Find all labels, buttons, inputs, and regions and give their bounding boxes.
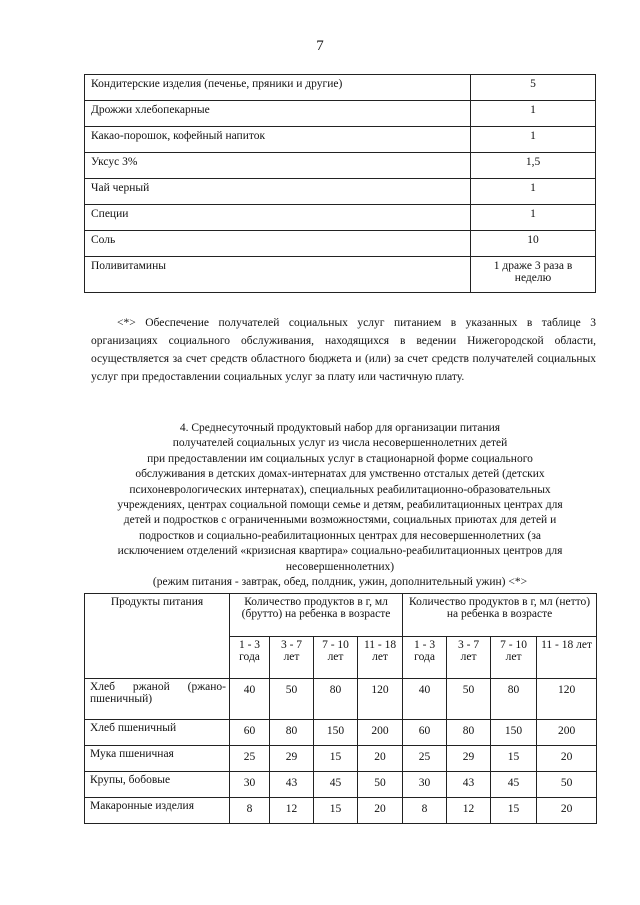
- brutto-value: 15: [314, 746, 358, 772]
- page-number: 7: [316, 38, 324, 54]
- table-row: [85, 101, 596, 127]
- brutto-value: 8: [230, 798, 270, 824]
- table-row: [85, 231, 596, 257]
- netto-value: 80: [447, 720, 491, 746]
- age-header: 11 - 18 лет: [358, 637, 403, 679]
- product-name: Соль: [85, 231, 471, 257]
- table-row: [85, 179, 596, 205]
- netto-value: 50: [537, 772, 597, 798]
- product-name: Поливитамины: [85, 257, 471, 293]
- brutto-value: 200: [358, 720, 403, 746]
- product-name: Хлеб ржаной (ржано-пшеничный): [85, 679, 230, 720]
- netto-value: 12: [447, 798, 491, 824]
- brutto-value: 20: [358, 798, 403, 824]
- table-header-row: [85, 594, 597, 637]
- netto-value: 15: [491, 746, 537, 772]
- product-name: Мука пшеничная: [85, 746, 230, 772]
- age-header: 7 - 10 лет: [314, 637, 358, 679]
- brutto-value: 40: [230, 679, 270, 720]
- children-food-set-table: [84, 593, 597, 824]
- brutto-value: 80: [270, 720, 314, 746]
- product-quantity: 1: [471, 205, 596, 231]
- heading-line: обслуживания в детских домах-интернатах для умственно отсталых детей (детских: [135, 468, 545, 481]
- brutto-value: 60: [230, 720, 270, 746]
- table-row: [85, 772, 597, 798]
- brutto-value: 120: [358, 679, 403, 720]
- netto-value: 8: [403, 798, 447, 824]
- netto-value: 40: [403, 679, 447, 720]
- brutto-value: 43: [270, 772, 314, 798]
- heading-line: учреждениях, центрах социальной помощи семье и детям, реабилитационных центрах для: [117, 499, 563, 512]
- product-quantity: 1: [471, 127, 596, 153]
- table-row: [85, 746, 597, 772]
- brutto-value: 45: [314, 772, 358, 798]
- heading-line: детей и подростков с ограниченными возможностями, социальных приютах для детей и: [123, 514, 557, 527]
- product-name: Чай черный: [85, 179, 471, 205]
- age-header: 1 - 3 года: [403, 637, 447, 679]
- age-header: 1 - 3 года: [230, 637, 270, 679]
- food-norms-table-continued: [84, 74, 596, 293]
- product-quantity: 1: [471, 179, 596, 205]
- netto-value: 50: [447, 679, 491, 720]
- netto-value: 43: [447, 772, 491, 798]
- netto-value: 60: [403, 720, 447, 746]
- product-quantity: 10: [471, 231, 596, 257]
- heading-line: получателей социальных услуг из числа несовершеннолетних детей: [172, 437, 508, 450]
- section-4-heading: [84, 421, 596, 590]
- product-quantity: 1 драже 3 раза в неделю: [471, 257, 596, 293]
- heading-line: при предоставлении им социальных услуг в стационарной форме социального: [147, 452, 533, 465]
- header-products: Продукты питания: [85, 594, 230, 679]
- netto-value: 150: [491, 720, 537, 746]
- footnote: <*> Обеспечение получателей социальных услуг питанием в указанных в таблице 3 организациях социального обслуживания, находящихся в ведении Нижегородской области, осуществляется за счет средств областного бюджета и (или) за счет средств получателей социальных услуг при предоставлении социальных услуг за плату или частичную плату.: [91, 317, 596, 383]
- product-name: Какао-порошок, кофейный напиток: [85, 127, 471, 153]
- header-netto: Количество продуктов в г, мл (нетто) на ребенка в возрасте: [403, 594, 597, 637]
- brutto-value: 50: [270, 679, 314, 720]
- netto-value: 20: [537, 798, 597, 824]
- brutto-value: 80: [314, 679, 358, 720]
- brutto-value: 20: [358, 746, 403, 772]
- product-name: Дрожжи хлебопекарные: [85, 101, 471, 127]
- product-name: Специи: [85, 205, 471, 231]
- product-name: Хлеб пшеничный: [85, 720, 230, 746]
- brutto-value: 15: [314, 798, 358, 824]
- netto-value: 29: [447, 746, 491, 772]
- heading-line: несовершеннолетних): [285, 560, 395, 573]
- heading-line: (режим питания - завтрак, обед, полдник, ужин, дополнительный ужин) <*>: [152, 576, 528, 589]
- table-row: [85, 798, 597, 824]
- product-name: Крупы, бобовые: [85, 772, 230, 798]
- table-row: [85, 153, 596, 179]
- heading-line: подростков и социально-реабилитационных центрах для несовершеннолетних (за: [138, 529, 542, 542]
- netto-value: 30: [403, 772, 447, 798]
- table-row: [85, 720, 597, 746]
- product-name: Уксус 3%: [85, 153, 471, 179]
- product-quantity: 1: [471, 101, 596, 127]
- heading-line: исключением отделений «кризисная квартира» социально-реабилитационных центров для: [117, 545, 563, 558]
- age-header: 11 - 18 лет: [537, 637, 597, 679]
- product-name: Макаронные изделия: [85, 798, 230, 824]
- netto-value: 20: [537, 746, 597, 772]
- age-header: 3 - 7 лет: [270, 637, 314, 679]
- age-header: 7 - 10 лет: [491, 637, 537, 679]
- table-row: [85, 257, 596, 293]
- brutto-value: 29: [270, 746, 314, 772]
- table-row: [85, 127, 596, 153]
- table-row: [85, 75, 596, 101]
- heading-line: психоневрологических интернатах), специальных реабилитационно-образовательных: [129, 483, 551, 496]
- netto-value: 15: [491, 798, 537, 824]
- netto-value: 120: [537, 679, 597, 720]
- header-brutto: Количество продуктов в г, мл (брутто) на ребенка в возрасте: [230, 594, 403, 637]
- product-quantity: 5: [471, 75, 596, 101]
- netto-value: 45: [491, 772, 537, 798]
- heading-line: 4. Среднесуточный продуктовый набор для организации питания: [179, 422, 501, 434]
- product-quantity: 1,5: [471, 153, 596, 179]
- brutto-value: 30: [230, 772, 270, 798]
- table-row: [85, 679, 597, 720]
- netto-value: 200: [537, 720, 597, 746]
- brutto-value: 12: [270, 798, 314, 824]
- brutto-value: 50: [358, 772, 403, 798]
- product-name: Кондитерские изделия (печенье, пряники и другие): [85, 75, 471, 101]
- netto-value: 80: [491, 679, 537, 720]
- age-header: 3 - 7 лет: [447, 637, 491, 679]
- brutto-value: 25: [230, 746, 270, 772]
- brutto-value: 150: [314, 720, 358, 746]
- netto-value: 25: [403, 746, 447, 772]
- table-row: [85, 205, 596, 231]
